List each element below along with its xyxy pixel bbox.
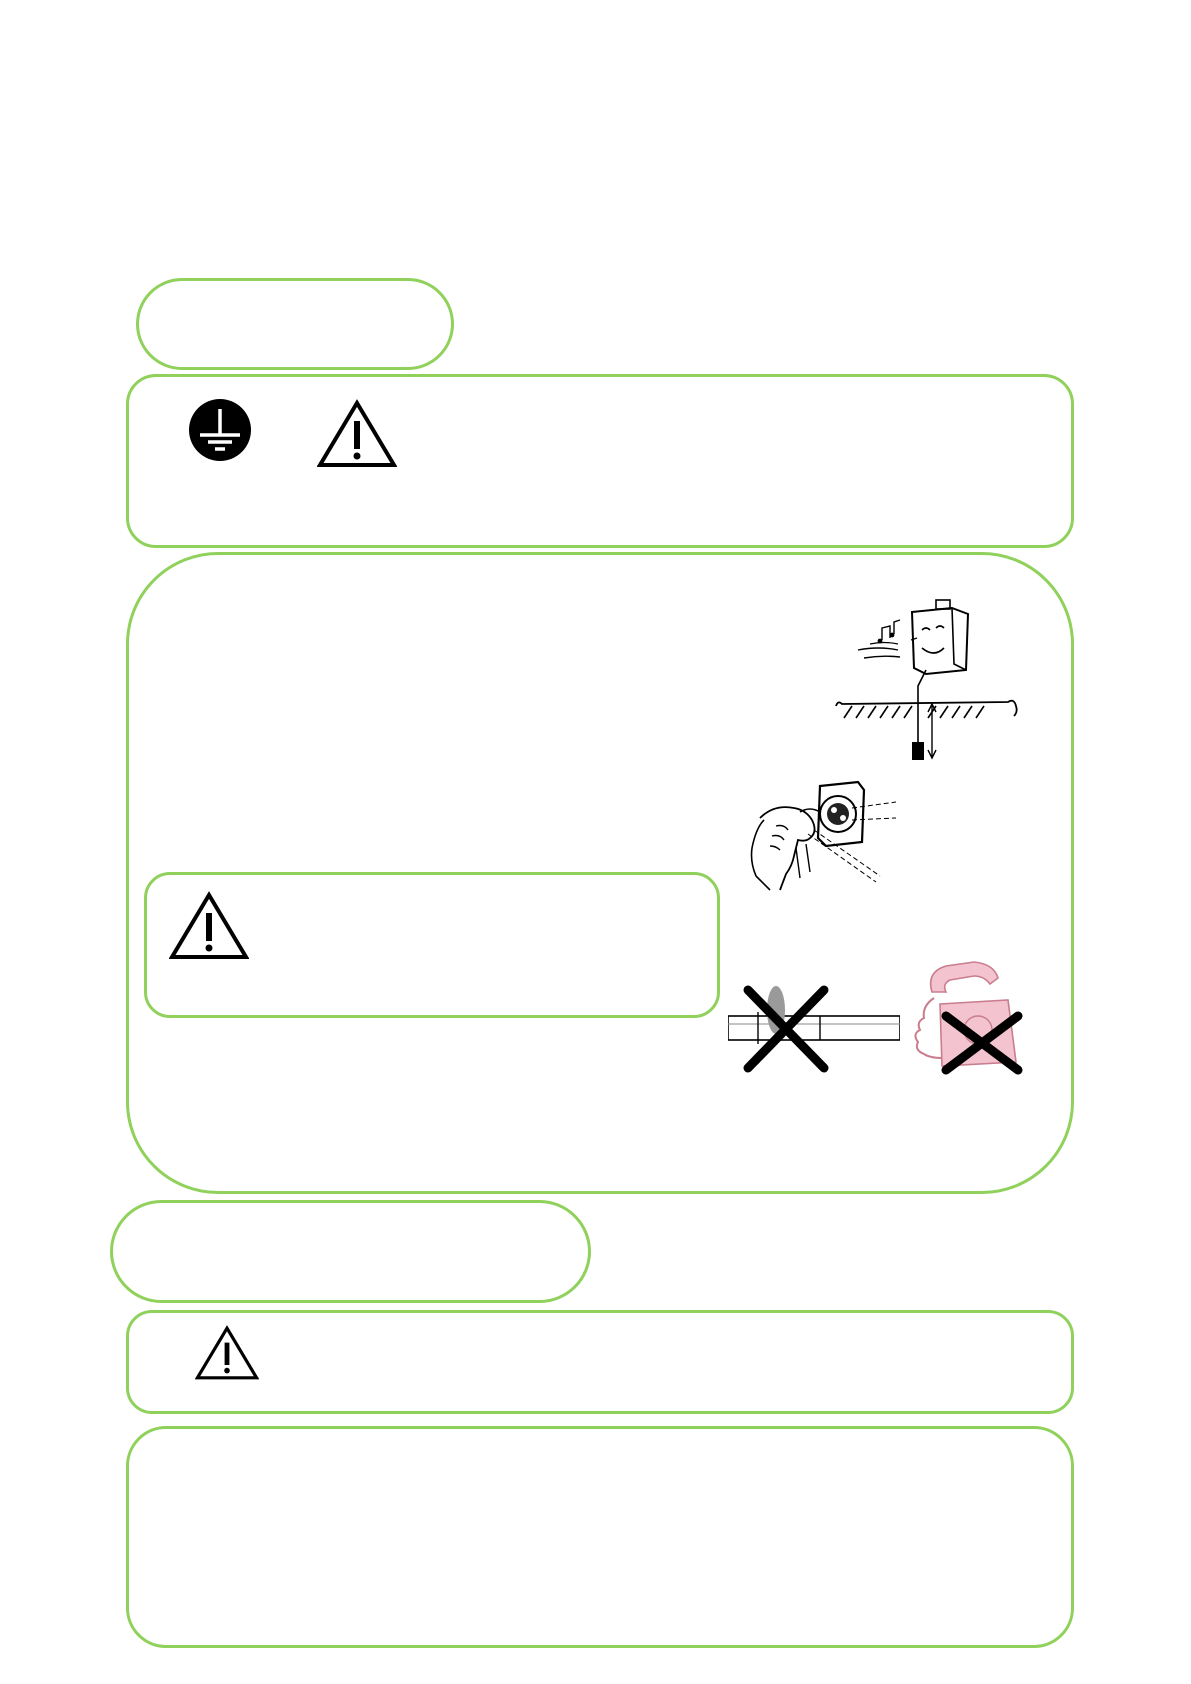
- warning-triangle-icon: [317, 399, 397, 469]
- grounding-warning-box: [126, 374, 1074, 548]
- caution-box: [144, 872, 720, 1018]
- section-1-heading-pill: [136, 278, 454, 370]
- prohibition-cross-icon: [748, 990, 824, 1068]
- telephone-prohibited-illustration: [912, 958, 1032, 1078]
- speaker-grounding-illustration: [830, 598, 1030, 763]
- warning-triangle-icon: [195, 1325, 259, 1381]
- gas-pipe-prohibited-illustration: [728, 984, 900, 1076]
- bottom-content-box: [126, 1426, 1074, 1648]
- warning-triangle-icon: [169, 891, 249, 961]
- ground-symbol-icon: [184, 399, 256, 461]
- warning-strip-box: [126, 1310, 1074, 1414]
- section-2-heading-pill: [110, 1200, 591, 1303]
- outlet-plug-illustration: [748, 778, 908, 908]
